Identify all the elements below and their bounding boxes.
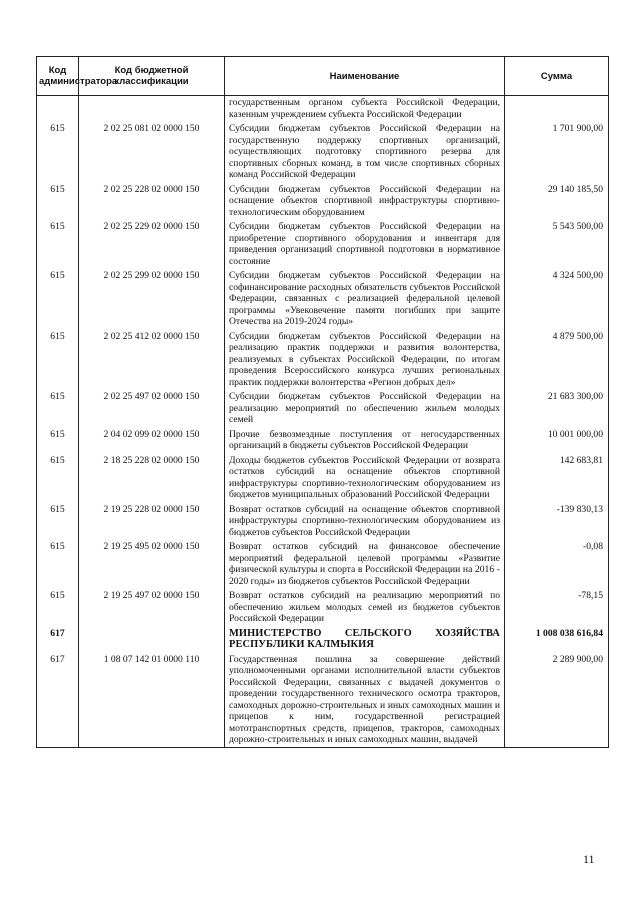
budget-code-cell: 2 04 02 099 02 0000 150 [79,427,225,453]
admin-code-cell: 617 [37,626,79,652]
table-row [37,453,609,502]
admin-code-cell: 615 [37,502,79,540]
admin-code-cell: 615 [37,427,79,453]
table-row [37,427,609,453]
admin-code-cell: 615 [37,268,79,329]
budget-code-cell: 2 02 25 299 02 0000 150 [79,268,225,329]
budget-code-cell: 1 08 07 142 01 0000 110 [79,652,225,748]
budget-code-cell: 2 18 25 228 02 0000 150 [79,453,225,502]
budget-code-cell: 2 19 25 497 02 0000 150 [79,588,225,626]
admin-code-cell: 615 [37,453,79,502]
header-budget-code: Код бюджетной классификации [79,57,225,96]
name-cell: Субсидии бюджетам субъектов Российской Федерации на реализацию мероприятий по обеспечению жильем молодых семей [225,389,505,427]
sum-cell: 29 140 185,50 [505,182,609,220]
name-cell: Государственная пошлина за совершение действий уполномоченными органами исполнительной власти субъектов Российской Федерации, связанных с выдачей документов о проведении государственного технического осмотра тракторов, самоходных дорожно-строительных и иных самоходных машин и прицепов к ним, государственной регистрацией мототранспортных средств, прицепов, тракторов, самоходных дорожно-строительных и иных самоходных машин, выдачей [225,652,505,748]
admin-code-cell: 615 [37,219,79,268]
sum-cell: -0,08 [505,539,609,588]
name-cell: Субсидии бюджетам субъектов Российской Федерации на реализацию практик поддержки и развития волонтерства, реализуемых в субъектах Российской Федерации, по итогам проведения Всероссийского конкурса лучших региональных практик поддержки волонтерства «Регион добрых дел» [225,329,505,390]
name-cell: Прочие безвозмездные поступления от негосударственных организаций в бюджеты субъектов Российской Федерации [225,427,505,453]
table-row [37,588,609,626]
document-page [36,56,608,748]
admin-code-cell: 615 [37,539,79,588]
budget-code-cell: 2 02 25 228 02 0000 150 [79,182,225,220]
table-body [37,96,609,748]
sum-cell: 142 683,81 [505,453,609,502]
name-cell: Субсидии бюджетам субъектов Российской Федерации на оснащение объектов спортивной инфраструктуры спортивно-технологическим оборудованием [225,182,505,220]
table-row [37,539,609,588]
table-row [37,626,609,652]
table-row [37,96,609,122]
budget-code-cell: 2 19 25 495 02 0000 150 [79,539,225,588]
sum-cell: 5 543 500,00 [505,219,609,268]
sum-cell: -139 830,13 [505,502,609,540]
budget-code-cell [79,96,225,122]
budget-code-cell: 2 02 25 081 02 0000 150 [79,121,225,182]
page-number: 11 [583,852,595,866]
table-row [37,219,609,268]
name-cell: Возврат остатков субсидий на реализацию мероприятий по обеспечению жильем молодых семей из бюджетов субъектов Российской Федерации [225,588,505,626]
sum-cell [505,96,609,122]
name-cell: Субсидии бюджетам субъектов Российской Федерации на государственную поддержку спортивных организаций, осуществляющих подготовку спортивного резерва для спортивных сборных команд, в том числе спортивных сборных команд Российской Федерации [225,121,505,182]
budget-code-cell: 2 02 25 412 02 0000 150 [79,329,225,390]
sum-cell: 4 879 500,00 [505,329,609,390]
budget-code-cell: 2 02 25 497 02 0000 150 [79,389,225,427]
table-header-row [37,57,609,96]
sum-cell: -78,15 [505,588,609,626]
header-name: Наименование [225,57,505,96]
sum-cell: 1 701 900,00 [505,121,609,182]
name-cell: МИНИСТЕРСТВО СЕЛЬСКОГО ХОЗЯЙСТВА РЕСПУБЛИКИ КАЛМЫКИЯ [225,626,505,652]
admin-code-cell: 615 [37,329,79,390]
budget-code-cell: 2 02 25 229 02 0000 150 [79,219,225,268]
table-row [37,389,609,427]
name-cell: Субсидии бюджетам субъектов Российской Федерации на приобретение спортивного оборудования и инвентаря для приведения организаций спортивной подготовки в нормативное состояние [225,219,505,268]
sum-cell: 2 289 900,00 [505,652,609,748]
admin-code-cell: 617 [37,652,79,748]
name-cell: Доходы бюджетов субъектов Российской Федерации от возврата остатков субсидий на оснащение объектов спортивной инфраструктуры спортивно-технологическим оборудованием из бюджетов муниципальных образований Российской Федерации [225,453,505,502]
sum-cell: 10 001 000,00 [505,427,609,453]
table-row [37,268,609,329]
table-row [37,502,609,540]
budget-table [36,56,609,748]
name-cell: Возврат остатков субсидий на оснащение объектов спортивной инфраструктуры спортивно-технологическим оборудованием из бюджетов субъектов Российской Федерации [225,502,505,540]
sum-cell: 21 683 300,00 [505,389,609,427]
budget-code-cell [79,626,225,652]
table-row [37,329,609,390]
table-row [37,182,609,220]
sum-cell: 4 324 500,00 [505,268,609,329]
admin-code-cell: 615 [37,389,79,427]
sum-cell: 1 008 038 616,84 [505,626,609,652]
name-cell: Возврат остатков субсидий на финансовое обеспечение мероприятий федеральной целевой программы «Развитие физической культуры и спорта в Российской Федерации на 2016 - 2020 годы» из бюджетов субъектов Российской Федерации [225,539,505,588]
header-sum: Сумма [505,57,609,96]
name-cell: Субсидии бюджетам субъектов Российской Федерации на софинансирование расходных обязательств субъектов Российской Федерации, связанных с реализацией федеральной целевой программы «Увековечение памяти погибших при защите Отечества на 2019-2024 годы» [225,268,505,329]
name-cell: государственным органом субъекта Российской Федерации, казенным учреждением субъекта Российской Федерации [225,96,505,122]
table-row [37,121,609,182]
header-admin-code: Код администратора [37,57,79,96]
admin-code-cell [37,96,79,122]
table-row [37,652,609,748]
admin-code-cell: 615 [37,121,79,182]
admin-code-cell: 615 [37,182,79,220]
admin-code-cell: 615 [37,588,79,626]
budget-code-cell: 2 19 25 228 02 0000 150 [79,502,225,540]
